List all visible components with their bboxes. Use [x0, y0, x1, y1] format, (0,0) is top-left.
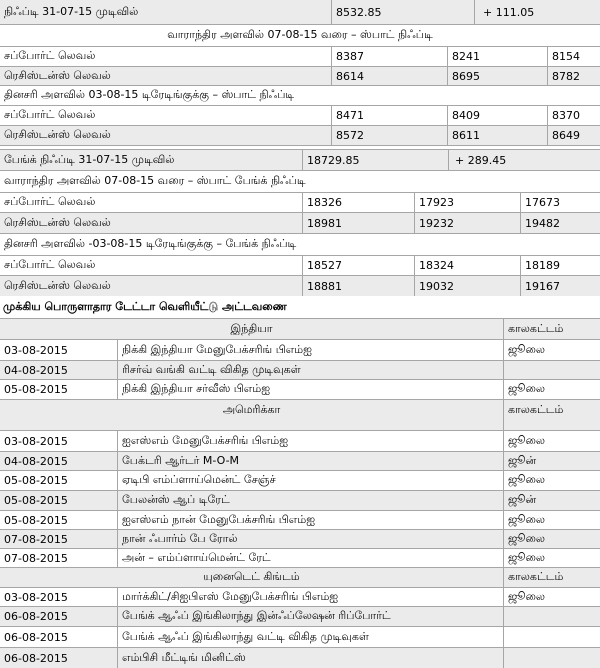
- calendar-row: [0, 340, 600, 360]
- event-period: ஜூலை: [503, 380, 600, 399]
- usa-header-row: [0, 400, 600, 430]
- event-date: 04-08-2015: [4, 363, 68, 377]
- level-value: 18324: [414, 256, 520, 275]
- event-date: 03-08-2015: [4, 343, 68, 357]
- nifty-weekly-title-row: [0, 25, 600, 46]
- calendar-row: [0, 530, 600, 548]
- event-name: பேலன்ஸ் ஆப் டிரேட்: [117, 491, 503, 510]
- calendar-row: [0, 380, 600, 399]
- nifty-close-row: [0, 0, 600, 24]
- event-period: ஜூலை: [503, 340, 600, 360]
- event-period: ஜூன்: [503, 491, 600, 510]
- level-value: 8695: [447, 67, 547, 85]
- level-value: 8370: [547, 106, 600, 125]
- event-name: ஏடிபி எம்ப்ளாய்மென்ட் சேஞ்ச்: [117, 471, 503, 490]
- level-value: 18326: [302, 193, 414, 212]
- level-value: 17923: [414, 193, 520, 212]
- event-name: பேங்க் ஆஃப் இங்கிலாந்து வட்டி விகித முடிவுகள்: [117, 627, 503, 647]
- divider: [0, 145, 600, 146]
- event-date: 05-08-2015: [4, 513, 68, 527]
- event-period: ஜூலை: [503, 530, 600, 548]
- calendar-row: [0, 431, 600, 451]
- india-header-row: [0, 319, 600, 339]
- nifty-close-label: நிஃப்டி 31-07-15 முடிவில்: [4, 4, 139, 18]
- level-value: 18881: [302, 276, 414, 296]
- uk-header-row: [0, 568, 600, 587]
- calendar-row: [0, 471, 600, 490]
- banknifty-weekly-title-row: [0, 171, 600, 192]
- banknifty-weekly-title: வாராந்திர அளவில் 07-08-15 வரை – ஸ்பாட் பேங்க் நிஃப்டி: [4, 174, 306, 187]
- event-date: 06-08-2015: [4, 610, 68, 623]
- level-label: சப்போர்ட் லெவல்: [4, 49, 96, 62]
- event-period: [503, 607, 600, 626]
- event-period: ஜூலை: [503, 431, 600, 451]
- banknifty-close-label: பேங்க் நிஃப்டி 31-07-15 முடிவில்: [4, 152, 175, 166]
- india-title: இந்தியா: [230, 321, 273, 335]
- level-value: 19167: [520, 276, 600, 296]
- level-value: 8782: [547, 67, 600, 85]
- period-header: காலகட்டம்: [503, 400, 600, 430]
- calendar-heading: முக்கிய பொருளாதார டேட்டா வெளியீட்டு அட்டவணை: [3, 299, 287, 313]
- event-name: ஐஎஸ்எம் நான் மேனுபேக்சரிங் பிஎம்ஐ: [117, 511, 503, 529]
- level-value: 8154: [547, 47, 600, 66]
- event-period: ஜூலை: [503, 511, 600, 529]
- level-label: சப்போர்ட் லெவல்: [4, 258, 96, 271]
- level-value: 8409: [447, 106, 547, 125]
- level-label: ரெசிஸ்டன்ஸ் லெவல்: [4, 128, 111, 141]
- nifty-daily-title-row: [0, 86, 600, 105]
- level-value: 8614: [331, 67, 447, 85]
- event-name: ரிசர்வ் வங்கி வட்டி விகித முடிவுகள்: [117, 361, 503, 379]
- event-period: ஜூன்: [503, 452, 600, 470]
- banknifty-close-row: [0, 150, 600, 170]
- calendar-row: [0, 361, 600, 379]
- level-label: சப்போர்ட் லெவல்: [4, 108, 96, 121]
- banknifty-daily-resistance-row: [0, 276, 600, 296]
- level-label: ரெசிஸ்டன்ஸ் லெவல்: [4, 68, 111, 82]
- event-date: 06-08-2015: [4, 630, 68, 644]
- banknifty-daily-title: தினசரி அளவில் -03-08-15 டிரேடிங்குக்கு – பேங்க் நிஃப்டி: [4, 237, 297, 250]
- banknifty-close-change: + 289.45: [448, 150, 600, 170]
- calendar-row: [0, 648, 600, 668]
- level-value: 8241: [447, 47, 547, 66]
- nifty-weekly-title: வாராந்திர அளவில் 07-08-15 வரை – ஸ்பாட் நிஃப்டி: [167, 28, 433, 41]
- event-period: [503, 648, 600, 668]
- level-value: 8649: [547, 126, 600, 145]
- level-value: 18981: [302, 213, 414, 233]
- banknifty-weekly-resistance-row: [0, 213, 600, 233]
- event-date: 06-08-2015: [4, 651, 68, 665]
- level-value: 17673: [520, 193, 600, 212]
- calendar-row: [0, 491, 600, 510]
- event-name: பேங்க் ஆஃப் இங்கிலாந்து இன்ஃப்லேஷன் ரிப்போர்ட்: [117, 607, 503, 626]
- event-date: 03-08-2015: [4, 434, 68, 448]
- banknifty-daily-title-row: [0, 234, 600, 255]
- level-value: 8387: [331, 47, 447, 66]
- level-value: 19232: [414, 213, 520, 233]
- calendar-row: [0, 607, 600, 626]
- event-date: 04-08-2015: [4, 454, 68, 468]
- event-name: மார்க்கிட்/சிஐபிஎஸ் மேனுபேக்சரிங் பிஎம்ஐ: [117, 588, 503, 606]
- calendar-row: [0, 588, 600, 606]
- level-label: சப்போர்ட் லெவல்: [4, 195, 96, 208]
- level-label: ரெசிஸ்டன்ஸ் லெவல்: [4, 215, 111, 229]
- level-label: ரெசிஸ்டன்ஸ் லெவல்: [4, 278, 111, 292]
- period-header: காலகட்டம்: [503, 319, 600, 339]
- level-value: 19032: [414, 276, 520, 296]
- nifty-weekly-support-row: [0, 47, 600, 66]
- event-period: ஜூலை: [503, 588, 600, 606]
- level-value: 18527: [302, 256, 414, 275]
- nifty-weekly-resistance-row: [0, 67, 600, 85]
- event-name: நிக்கி இந்தியா மேனுபேக்சரிங் பிஎம்ஐ: [117, 340, 503, 360]
- event-period: [503, 361, 600, 379]
- event-name: பேக்டரி ஆர்டர் M-O-M: [117, 452, 503, 470]
- calendar-heading-row: [0, 296, 600, 318]
- event-date: 05-08-2015: [4, 383, 68, 396]
- event-name: நான் ஃபார்ம் பே ரோல்: [117, 530, 503, 548]
- level-value: 19482: [520, 213, 600, 233]
- level-value: 8572: [331, 126, 447, 145]
- level-value: 8611: [447, 126, 547, 145]
- event-period: ஜூலை: [503, 471, 600, 490]
- event-period: ஜூலை: [503, 549, 600, 567]
- uk-title: யுனைடெட் கிங்டம்: [203, 570, 300, 583]
- event-date: 07-08-2015: [4, 551, 68, 565]
- event-date: 03-08-2015: [4, 590, 68, 604]
- event-name: ஐஎஸ்எம் மேனுபேக்சரிங் பிஎம்ஐ: [117, 431, 503, 451]
- calendar-row: [0, 511, 600, 529]
- event-period: [503, 627, 600, 647]
- nifty-close-change: + 111.05: [474, 0, 600, 24]
- event-name: எம்பிசி மீட்டிங் மினிட்ஸ்: [117, 648, 503, 668]
- nifty-daily-title: தினசரி அளவில் 03-08-15 டிரேடிங்குக்கு – ஸ்பாட் நிஃப்டி: [4, 88, 295, 101]
- event-date: 07-08-2015: [4, 532, 68, 546]
- usa-title: அமெரிக்கா: [222, 403, 281, 416]
- calendar-row: [0, 549, 600, 567]
- event-date: 05-08-2015: [4, 494, 68, 507]
- level-value: 8471: [331, 106, 447, 125]
- calendar-row: [0, 627, 600, 647]
- level-value: 18189: [520, 256, 600, 275]
- banknifty-weekly-support-row: [0, 193, 600, 212]
- event-date: 05-08-2015: [4, 474, 68, 487]
- banknifty-close-value: 18729.85: [302, 150, 448, 170]
- event-name: அன் – எம்ப்ளாய்மென்ட் ரேட்: [117, 549, 503, 567]
- period-header: காலகட்டம்: [503, 568, 600, 587]
- banknifty-daily-support-row: [0, 256, 600, 275]
- nifty-close-value: 8532.85: [331, 0, 474, 24]
- event-name: நிக்கி இந்தியா சர்வீஸ் பிஎம்ஐ: [117, 380, 503, 399]
- nifty-daily-resistance-row: [0, 126, 600, 145]
- calendar-row: [0, 452, 600, 470]
- nifty-daily-support-row: [0, 106, 600, 125]
